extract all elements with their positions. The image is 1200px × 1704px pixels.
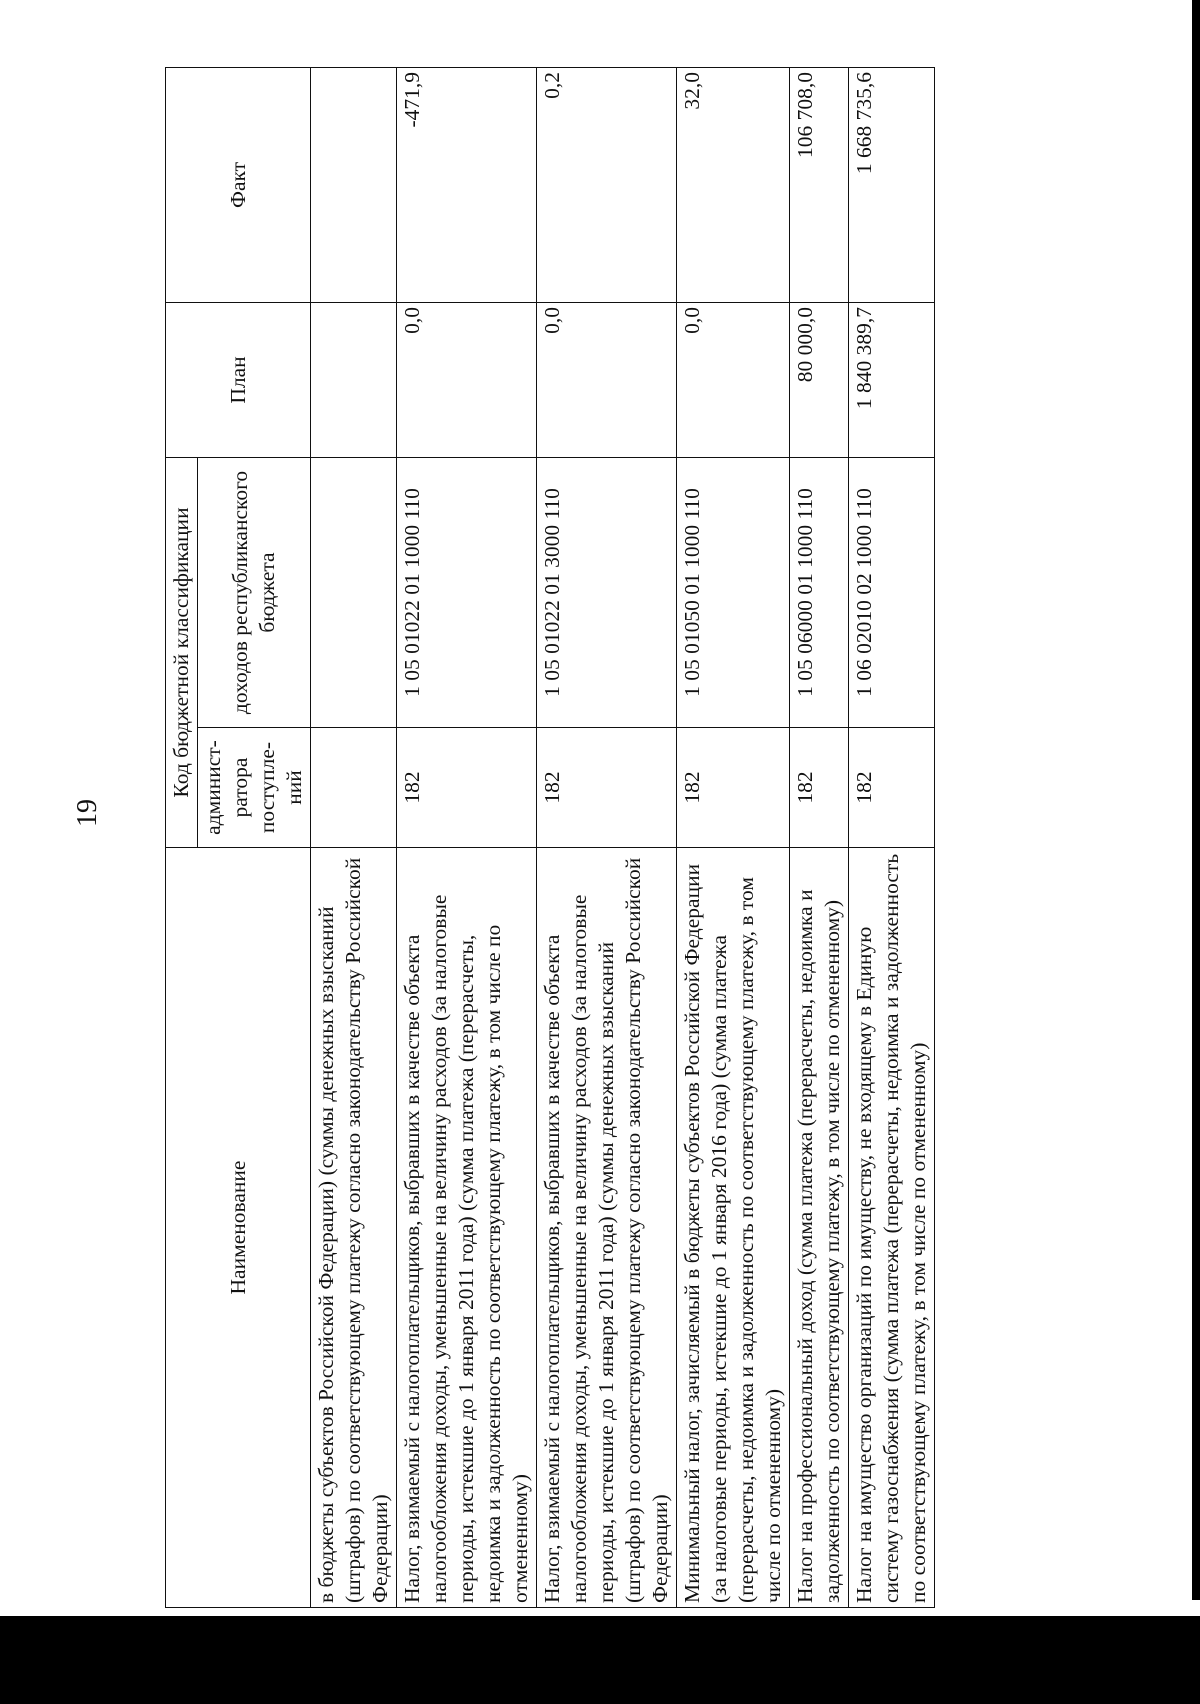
row-plan: 0,0 [677, 302, 790, 457]
row-name: Налог, взимаемый с налогоплательщиков, выбравших в качестве объекта налогообложения доходы, уменьшенные на величину расходов (за налоговые периоды, истекшие до 1 января 2011 года) (суммы денежных взысканий (штрафов) по соответствующему платежу согласно законодательству Российской Федерации) [537, 848, 677, 1608]
row-name: Налог на имущество организаций по имуществу, не входящему в Единую систему газоснабжения (сумма платежа (перерасчеты, недоимка и задолженность по соответствующему платежу, в том числе по отмененному) [849, 848, 935, 1608]
row-name: Налог, взимаемый с налогоплательщиков, выбравших в качестве объекта налогообложения доходы, уменьшенные на величину расходов (за налоговые периоды, истекшие до 1 января 2011 года) (сумма платежа (перерасчеты, недоимка и задолженность по соответствующему платежу, в том числе по отмененному) [397, 848, 537, 1608]
table-row [397, 67, 537, 1607]
header-code-group: Код бюджетной классификации [166, 457, 198, 847]
row-administrator: 182 [849, 728, 935, 848]
row-administrator: 182 [537, 728, 677, 848]
row-income-code: 1 05 06000 01 1000 110 [790, 457, 849, 727]
row-administrator: 182 [677, 728, 790, 848]
row-administrator: 182 [790, 728, 849, 848]
table-row [790, 67, 849, 1607]
row-plan: 0,0 [537, 302, 677, 457]
row-plan: 1 840 389,7 [849, 302, 935, 457]
row-income-code: 1 06 02010 02 1000 110 [849, 457, 935, 727]
scan-edge-right [1192, 0, 1200, 1600]
header-fact: Факт [166, 67, 311, 302]
table-row [537, 67, 677, 1607]
table-row [677, 67, 790, 1607]
row-plan [311, 302, 397, 457]
row-plan: 0,0 [397, 302, 537, 457]
row-fact: -471,9 [397, 67, 537, 302]
row-fact: 106 708,0 [790, 67, 849, 302]
row-name: Налог на профессиональный доход (сумма платежа (перерасчеты, недоимка и задолженность по соответствующему платежу, в том числе по отмененному) [790, 848, 849, 1608]
table-row [849, 67, 935, 1607]
table-row [311, 67, 397, 1607]
header-income: доходов республиканского бюджета [198, 457, 311, 727]
row-income-code [311, 457, 397, 727]
row-fact: 0,2 [537, 67, 677, 302]
row-name: Минимальный налог, зачисляемый в бюджеты субъектов Российской Федерации (за налоговые периоды, истекшие до 1 января 2016 года) (сумма платежа (перерасчеты, недоимка и задолженность по соответствующему платежу, в том числе по отмененному) [677, 848, 790, 1608]
header-name: Наименование [166, 848, 311, 1608]
row-administrator [311, 728, 397, 848]
row-income-code: 1 05 01050 01 1000 110 [677, 457, 790, 727]
header-plan: План [166, 302, 311, 457]
row-administrator: 182 [397, 728, 537, 848]
row-fact: 1 668 735,6 [849, 67, 935, 302]
rotated-page-content [165, 68, 1015, 1608]
header-administrator: админист-ратора поступле-ний [198, 728, 311, 848]
row-fact: 32,0 [677, 67, 790, 302]
row-fact [311, 67, 397, 302]
row-name: в бюджеты субъектов Российской Федерации) (суммы денежных взысканий (штрафов) по соответствующему платежу согласно законодательству Российской Федерации) [311, 848, 397, 1608]
header-row-1 [166, 67, 198, 1607]
scan-edge-bottom [0, 1616, 1200, 1704]
row-income-code: 1 05 01022 01 3000 110 [537, 457, 677, 727]
page-number: 19 [72, 799, 103, 827]
row-plan: 80 000,0 [790, 302, 849, 457]
row-income-code: 1 05 01022 01 1000 110 [397, 457, 537, 727]
budget-table [165, 67, 935, 1608]
